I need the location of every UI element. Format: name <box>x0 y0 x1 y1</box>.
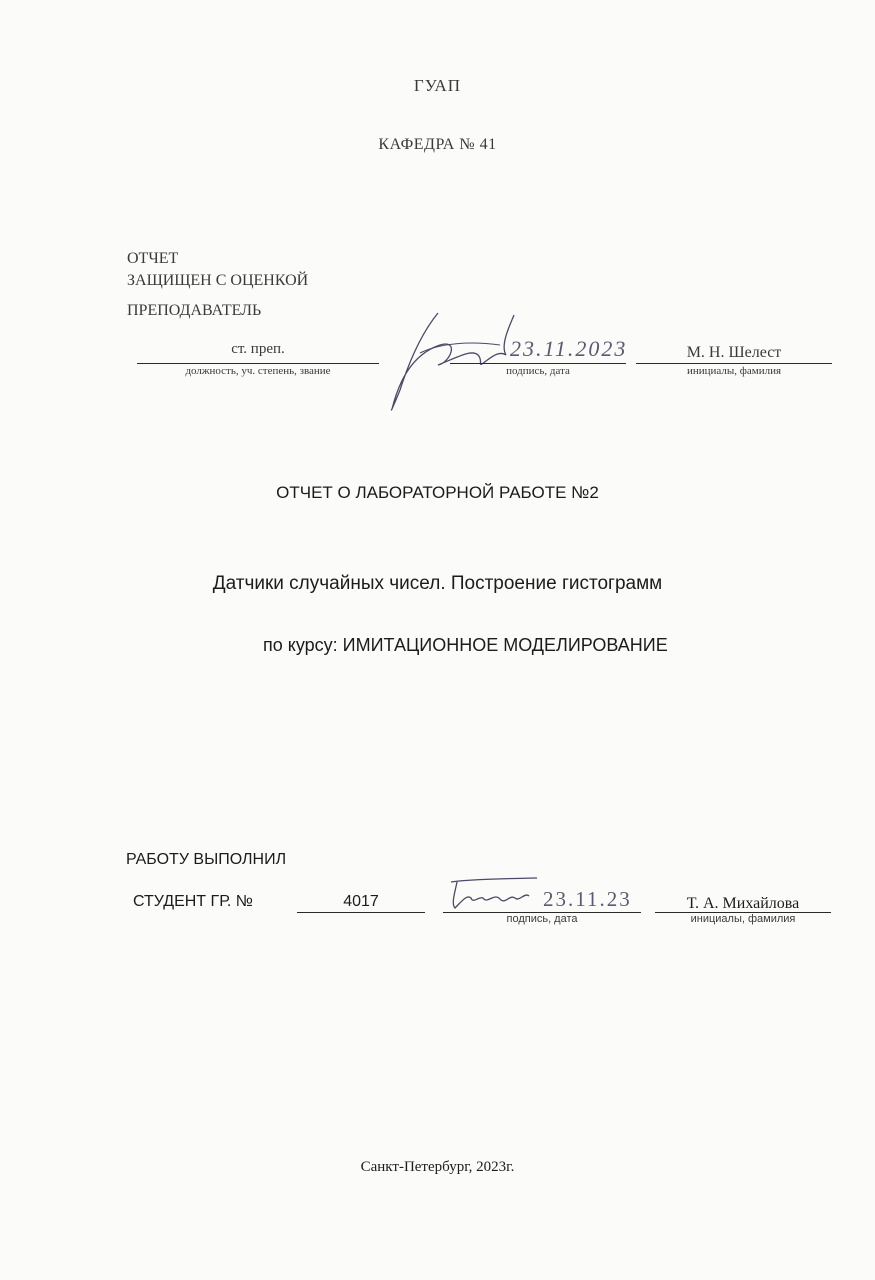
teacher-position: ст. преп. <box>231 341 285 357</box>
course-name: ИМИТАЦИОННОЕ МОДЕЛИРОВАНИЕ <box>342 635 668 655</box>
performed-by-label: РАБОТУ ВЫПОЛНИЛ <box>126 851 287 868</box>
position-caption: должность, уч. степень, звание <box>185 365 331 377</box>
student-signature-caption: подпись, дата <box>506 913 578 925</box>
group-number: 4017 <box>343 893 379 910</box>
course-prefix: по курсу: <box>263 635 338 655</box>
defended-with-grade-label: ЗАЩИЩЕН С ОЦЕНКОЙ <box>127 272 309 289</box>
department-name: КАФЕДРА № 41 <box>378 136 497 153</box>
signature-caption: подпись, дата <box>506 365 570 377</box>
report-title: ОТЧЕТ О ЛАБОРАТОРНОЙ РАБОТЕ №2 <box>276 483 599 502</box>
group-underline <box>297 912 425 913</box>
signature-underline <box>450 363 626 364</box>
student-name: Т. А. Михайлова <box>686 895 800 912</box>
teacher-name: М. Н. Шелест <box>686 344 782 361</box>
teacher-label: ПРЕПОДАВАТЕЛЬ <box>127 302 262 319</box>
course-line <box>263 635 668 656</box>
student-signature-date: 23.11.23 <box>543 887 632 911</box>
name-underline <box>636 363 832 364</box>
university-name: ГУАП <box>413 76 462 95</box>
report-topic: Датчики случайных чисел. Построение гистограмм <box>212 573 663 594</box>
report-label: ОТЧЕТ <box>127 250 179 267</box>
position-underline <box>137 363 379 364</box>
student-group-label: СТУДЕНТ ГР. № <box>133 893 253 910</box>
teacher-signature-date: 23.11.2023 <box>510 336 628 361</box>
name-caption: инициалы, фамилия <box>686 365 782 377</box>
student-signature <box>445 876 545 916</box>
city-and-year: Санкт-Петербург, 2023г. <box>360 1159 515 1175</box>
student-name-caption: инициалы, фамилия <box>690 913 796 925</box>
